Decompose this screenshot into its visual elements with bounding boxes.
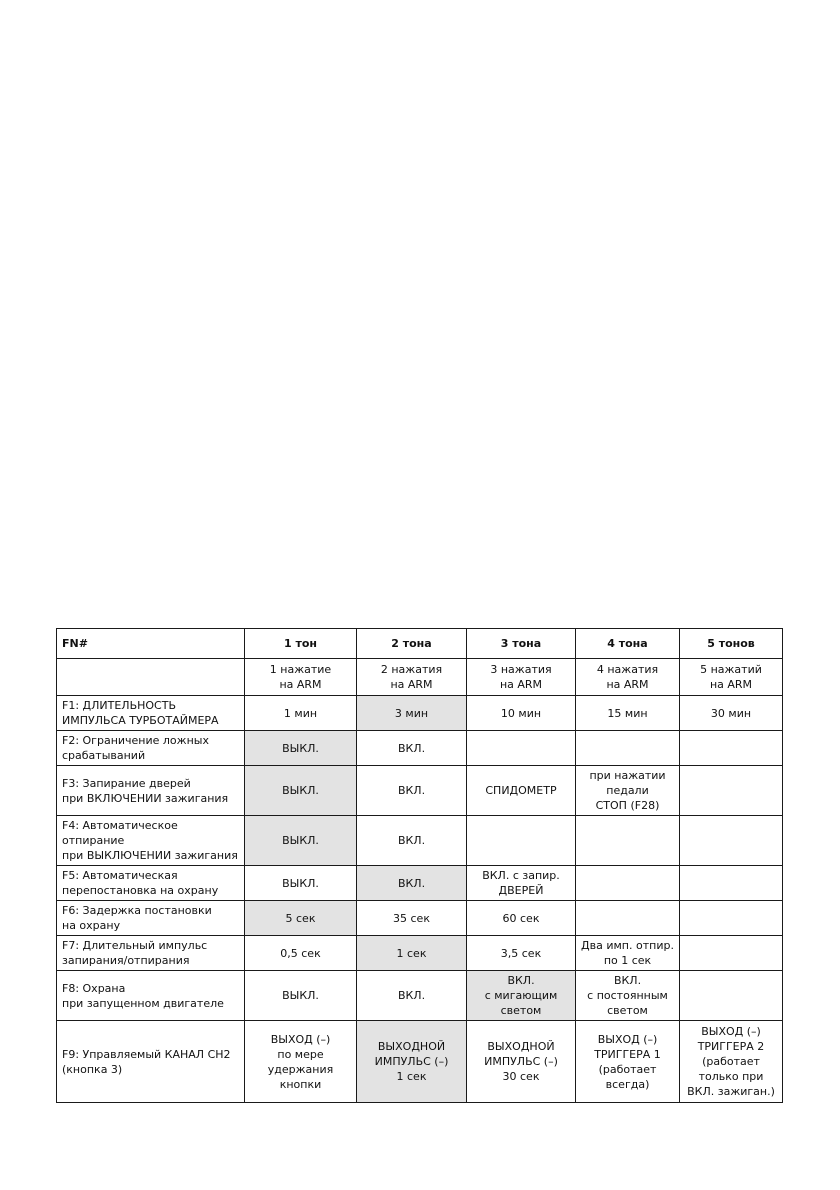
value-cell: ВЫКЛ. [245, 866, 357, 901]
value-cell: 1 сек [357, 936, 467, 971]
function-label-cell: F9: Управляемый КАНАЛ CH2 (кнопка 3) [57, 1021, 245, 1103]
value-cell: 0,5 сек [245, 936, 357, 971]
value-cell: 4 нажатия на ARM [576, 659, 680, 696]
value-cell: ВКЛ. с постоянным светом [576, 971, 680, 1021]
value-cell [680, 936, 783, 971]
value-cell: ВКЛ. [357, 766, 467, 816]
table-row [57, 866, 783, 901]
value-cell [680, 766, 783, 816]
value-cell [467, 816, 576, 866]
value-cell: ВКЛ. с мигающим светом [467, 971, 576, 1021]
value-cell [576, 866, 680, 901]
table-row [57, 766, 783, 816]
table-row [57, 659, 783, 696]
value-cell: 3,5 сек [467, 936, 576, 971]
header-cell-fn: FN# [57, 629, 245, 659]
value-cell: 3 мин [357, 696, 467, 731]
value-cell [680, 971, 783, 1021]
value-cell: 3 нажатия на ARM [467, 659, 576, 696]
value-cell: ВКЛ. с запир. ДВЕРЕЙ [467, 866, 576, 901]
table-row [57, 816, 783, 866]
value-cell: ВЫХОДНОЙ ИМПУЛЬС (–) 1 сек [357, 1021, 467, 1103]
value-cell: ВКЛ. [357, 866, 467, 901]
value-cell: 15 мин [576, 696, 680, 731]
value-cell: ВЫКЛ. [245, 816, 357, 866]
value-cell [680, 731, 783, 766]
value-cell: 10 мин [467, 696, 576, 731]
function-label-cell: F2: Ограничение ложных срабатываний [57, 731, 245, 766]
value-cell [576, 731, 680, 766]
table-row [57, 1021, 783, 1103]
value-cell [680, 816, 783, 866]
value-cell: 1 нажатие на ARM [245, 659, 357, 696]
table-row [57, 731, 783, 766]
table-header-row [57, 629, 783, 659]
value-cell: 5 сек [245, 901, 357, 936]
function-label-cell: F4: Автоматическое отпирание при ВЫКЛЮЧЕНИИ зажигания [57, 816, 245, 866]
function-label-cell: F7: Длительный импульс запирания/отпирания [57, 936, 245, 971]
value-cell: ВЫКЛ. [245, 971, 357, 1021]
header-cell-tone-5: 5 тонов [680, 629, 783, 659]
value-cell: СПИДОМЕТР [467, 766, 576, 816]
value-cell: ВЫКЛ. [245, 766, 357, 816]
table-row [57, 696, 783, 731]
table-row [57, 936, 783, 971]
function-label-cell: F5: Автоматическая перепостановка на охрану [57, 866, 245, 901]
value-cell: 60 сек [467, 901, 576, 936]
value-cell: ВЫХОД (–) по мере удержания кнопки [245, 1021, 357, 1103]
header-cell-tone-1: 1 тон [245, 629, 357, 659]
value-cell: ВКЛ. [357, 816, 467, 866]
function-label-cell: F8: Охрана при запущенном двигателе [57, 971, 245, 1021]
value-cell: при нажатии педали СТОП (F28) [576, 766, 680, 816]
value-cell: ВКЛ. [357, 971, 467, 1021]
header-cell-tone-2: 2 тона [357, 629, 467, 659]
table-row [57, 901, 783, 936]
value-cell: ВЫКЛ. [245, 731, 357, 766]
header-cell-tone-3: 3 тона [467, 629, 576, 659]
function-label-cell: F3: Запирание дверей при ВКЛЮЧЕНИИ зажигания [57, 766, 245, 816]
table-row [57, 971, 783, 1021]
value-cell: 5 нажатий на ARM [680, 659, 783, 696]
value-cell: ВКЛ. [357, 731, 467, 766]
value-cell: 30 мин [680, 696, 783, 731]
value-cell [467, 731, 576, 766]
value-cell: 35 сек [357, 901, 467, 936]
value-cell: ВЫХОДНОЙ ИМПУЛЬС (–) 30 сек [467, 1021, 576, 1103]
function-table [56, 628, 783, 1103]
value-cell: ВЫХОД (–) ТРИГГЕРА 2 (работает только при ВКЛ. зажиган.) [680, 1021, 783, 1103]
value-cell [680, 866, 783, 901]
value-cell: ВЫХОД (–) ТРИГГЕРА 1 (работает всегда) [576, 1021, 680, 1103]
value-cell [576, 816, 680, 866]
value-cell: Два имп. отпир. по 1 сек [576, 936, 680, 971]
value-cell [680, 901, 783, 936]
function-label-cell: F1: ДЛИТЕЛЬНОСТЬ ИМПУЛЬСА ТУРБОТАЙМЕРА [57, 696, 245, 731]
value-cell [576, 901, 680, 936]
function-label-cell [57, 659, 245, 696]
value-cell: 2 нажатия на ARM [357, 659, 467, 696]
value-cell: 1 мин [245, 696, 357, 731]
function-label-cell: F6: Задержка постановки на охрану [57, 901, 245, 936]
header-cell-tone-4: 4 тона [576, 629, 680, 659]
